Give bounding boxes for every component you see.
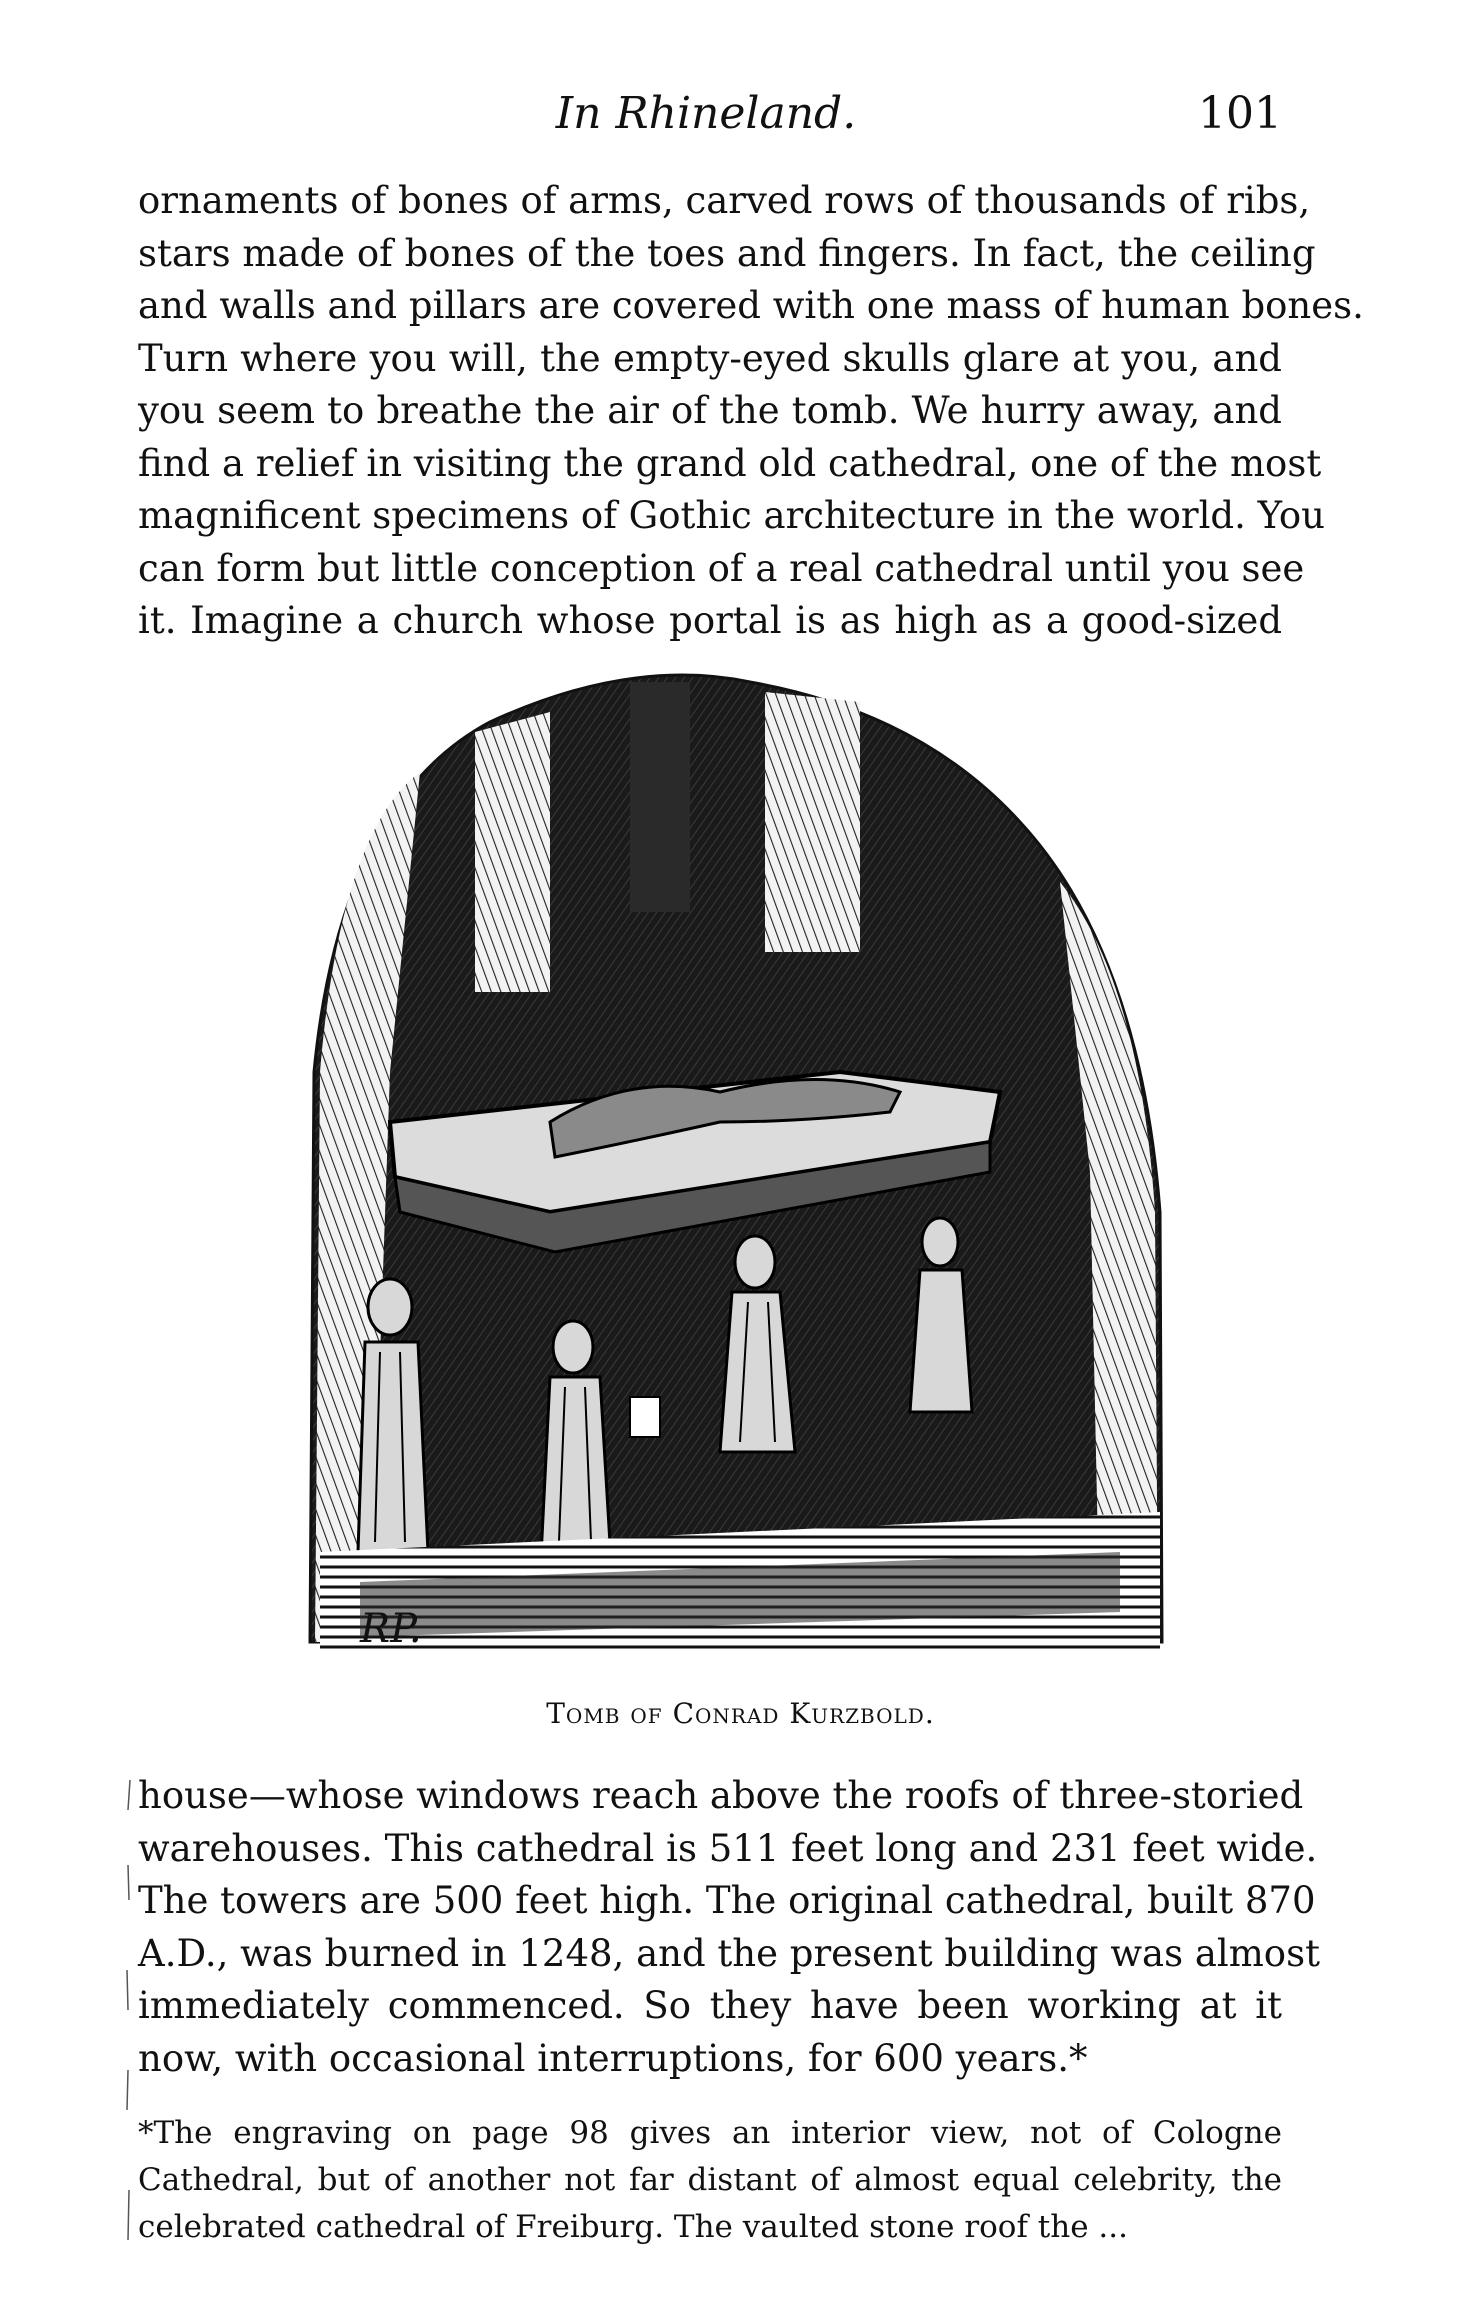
footnote-line: Cathedral, but of another not far distant of almost equal celebrity, the: [138, 2162, 1282, 2198]
text-line: you seem to breathe the air of the tomb. We hurry away, and: [138, 389, 1282, 432]
text-line: and walls and pillars are covered with one mass of human bones.: [138, 284, 1364, 327]
text-line: find a relief in visiting the grand old cathedral, one of the most: [138, 441, 1322, 485]
text-line: immediately commenced. So they have been working at it: [138, 1984, 1282, 2027]
text-line: warehouses. This cathedral is 511 feet long and 231 feet wide.: [138, 1826, 1318, 1870]
text-line: Turn where you will, the empty-eyed skulls glare at you, and: [138, 336, 1282, 380]
text-line: magnificent specimens of Gothic architecture in the world. You: [138, 494, 1325, 537]
text-line: ornaments of bones of arms, carved rows of thousands of ribs,: [138, 179, 1311, 222]
text-line: it. Imagine a church whose portal is as high as a good-sized: [138, 599, 1282, 642]
text-line: stars made of bones of the toes and fingers. In fact, the ceiling: [138, 231, 1316, 275]
text-line: A.D., was burned in 1248, and the present building was almost: [138, 1931, 1320, 1975]
body-paragraph-2: [138, 1770, 1320, 2085]
page-number: 101: [1198, 88, 1282, 139]
text-line: can form but little conception of a real cathedral until you see: [138, 546, 1305, 590]
running-head: [130, 88, 1282, 148]
body-paragraph-1: [138, 175, 1364, 648]
running-title: In Rhineland.: [555, 88, 857, 139]
text-line: now, with occasional interruptions, for 600 years.*: [138, 2036, 1088, 2080]
figure-caption: Tomb of Conrad Kurzbold.: [546, 1697, 935, 1730]
text-line: house—whose windows reach above the roofs of three-storied: [138, 1774, 1304, 1817]
margin-print-marks: [118, 1770, 138, 2290]
footnote: [138, 2110, 1282, 2251]
footnote-line: celebrated cathedral of Freiburg. The vaulted stone roof the ...: [138, 2209, 1128, 2245]
text-line: The towers are 500 feet high. The original cathedral, built 870: [138, 1879, 1316, 1922]
footnote-line: *The engraving on page 98 gives an interior view, not of Cologne: [138, 2115, 1282, 2151]
artist-signature: RP.: [360, 1606, 422, 1652]
engraving-tomb-illustration: [300, 652, 1180, 1677]
